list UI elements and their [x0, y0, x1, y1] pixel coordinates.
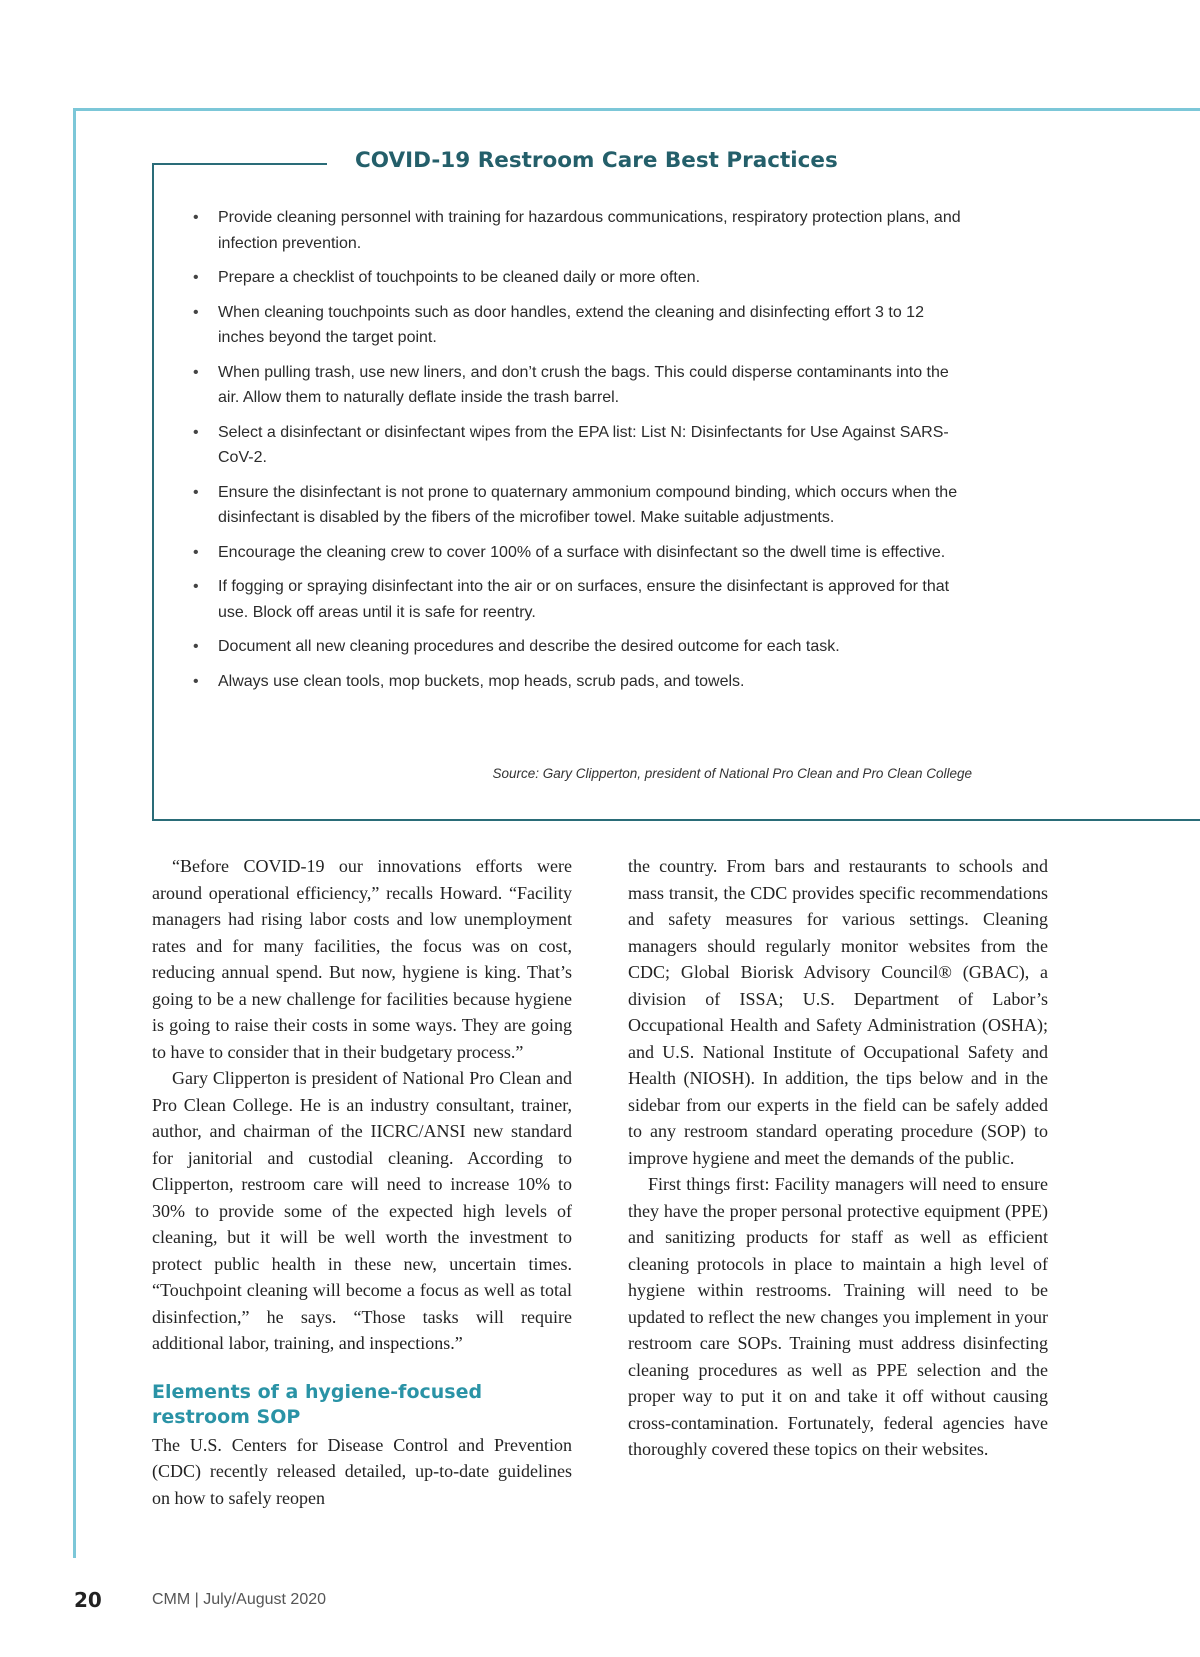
list-item-text: When pulling trash, use new liners, and don’t crush the bags. This could disperse contaminants into the air. Allow them to naturally deflate inside the trash barrel. — [218, 363, 949, 406]
bullet-icon: • — [193, 423, 199, 441]
article-paragraph: The U.S. Centers for Disease Control and Prevention (CDC) recently released detailed, up-to-date guidelines on how to safely reopen — [152, 1434, 572, 1508]
bullet-icon: • — [193, 578, 199, 595]
list-item-text: Select a disinfectant or disinfectant wipes from the EPA list: List N: Disinfectants for Use Against SARS-CoV-2. — [218, 423, 949, 466]
list-item-text: Prepare a checklist of touchpoints to be cleaned daily or more often. — [218, 269, 701, 286]
bullet-icon: • — [193, 363, 199, 381]
article-paragraph: First things first: Facility managers will need to ensure they have the proper personal protective equipment (PPE) and sanitizing products for staff as well as efficient cleaning protocols in place to maintain a high level of hygiene within restrooms. Training will need to be updated to reflect the new changes you implement in your restroom care SOPs. Training must address disinfecting cleaning procedures as well as PPE selection and the proper way to put it on and take it off without causing cross-contamination. Fortunately, federal agencies have thoroughly covered these topics on their websites. — [628, 1174, 1048, 1459]
section-subhead: Elements of a hygiene-focused restroom SOP — [152, 1380, 483, 1428]
page-frame-left-rule — [73, 108, 76, 1558]
issue-line: CMM | July/August 2020 — [152, 1591, 327, 1608]
article-column-left — [152, 853, 572, 1511]
list-item — [190, 265, 972, 291]
page-number: 20 — [74, 1588, 102, 1612]
bullet-icon: • — [193, 672, 199, 690]
bullet-icon: • — [193, 303, 199, 321]
list-item-text: When cleaning touchpoints such as door handles, extend the cleaning and disinfecting effort 3 to 12 inches beyond the target point. — [218, 303, 924, 346]
article-paragraph: the country. From bars and restaurants to schools and mass transit, the CDC provides specific recommendations and safety measures for various settings. Cleaning managers should regularly monitor websites from the CDC; Global Biorisk Advisory Council® (GBAC), a division of ISSA; U.S. Department of Labor’s Occupational Health and Safety Administration (OSHA); and U.S. National Institute of Occupational Safety and Health (NIOSH). In addition, the tips below and in the sidebar from our experts in the field can be safely added to any restroom standard operating procedure (SOP) to improve hygiene and meet the demands of the public. — [628, 856, 1048, 1168]
list-item — [190, 300, 972, 351]
article-paragraph: Gary Clipperton is president of National Pro Clean and Pro Clean College. He is an industry consultant, trainer, author, and chairman of the IICRC/ANSI new standard for janitorial and custodial cleaning. According to Clipperton, restroom care will need to increase 10% to 30% to provide some of the expected high levels of cleaning, but it will be well worth the investment to protect public health in these new, uncertain times. “Touchpoint cleaning will become a focus as well as total disinfection,” he says. “Those tasks will require additional labor, training, and inspections.” — [152, 1068, 572, 1353]
list-item-text: Document all new cleaning procedures and describe the desired outcome for each task. — [218, 638, 840, 655]
bullet-icon: • — [193, 483, 199, 501]
article-paragraph: “Before COVID-19 our innovations efforts were around operational efficiency,” recalls Howard. “Facility managers had rising labor costs and low unemployment rates and for many facilities, the focus was on cost, reducing annual spend. But now, hygiene is king. That’s going to be a new challenge for facilities because hygiene is going to raise their costs in some ways. They are going to have to consider that in their budgetary process.” — [152, 856, 572, 1062]
bullet-icon: • — [193, 543, 199, 561]
list-item-text: Always use clean tools, mop buckets, mop heads, scrub pads, and towels. — [218, 672, 745, 690]
list-item-text: Provide cleaning personnel with training for hazardous communications, respiratory protection plans, and infection prevention. — [218, 209, 961, 252]
bullet-icon: • — [193, 209, 199, 226]
list-item — [190, 360, 972, 411]
sidebar-top-rule — [152, 163, 327, 165]
sidebar-title: COVID-19 Restroom Care Best Practices — [355, 148, 838, 173]
page-frame-top-rule — [73, 108, 1200, 111]
list-item-text: Encourage the cleaning crew to cover 100% of a surface with disinfectant so the dwell time is effective. — [218, 543, 946, 561]
article-column-right — [628, 853, 1048, 1463]
bullet-icon: • — [193, 638, 199, 655]
list-item-text: Ensure the disinfectant is not prone to quaternary ammonium compound binding, which occurs when the disinfectant is disabled by the fibers of the microfiber towel. Make suitable adjustments. — [218, 483, 958, 526]
bullet-icon: • — [193, 269, 199, 286]
sidebar-source-credit: Source: Gary Clipperton, president of National Pro Clean and Pro Clean College — [492, 766, 972, 781]
list-item — [190, 540, 972, 566]
list-item — [190, 420, 972, 471]
best-practices-list — [190, 205, 972, 703]
list-item — [190, 669, 972, 695]
list-item-text: If fogging or spraying disinfectant into the air or on surfaces, ensure the disinfectant is approved for that use. Block off areas until it is safe for reentry. — [218, 578, 950, 621]
list-item — [190, 205, 972, 256]
list-item — [190, 480, 972, 531]
list-item — [190, 634, 972, 660]
list-item — [190, 574, 972, 625]
